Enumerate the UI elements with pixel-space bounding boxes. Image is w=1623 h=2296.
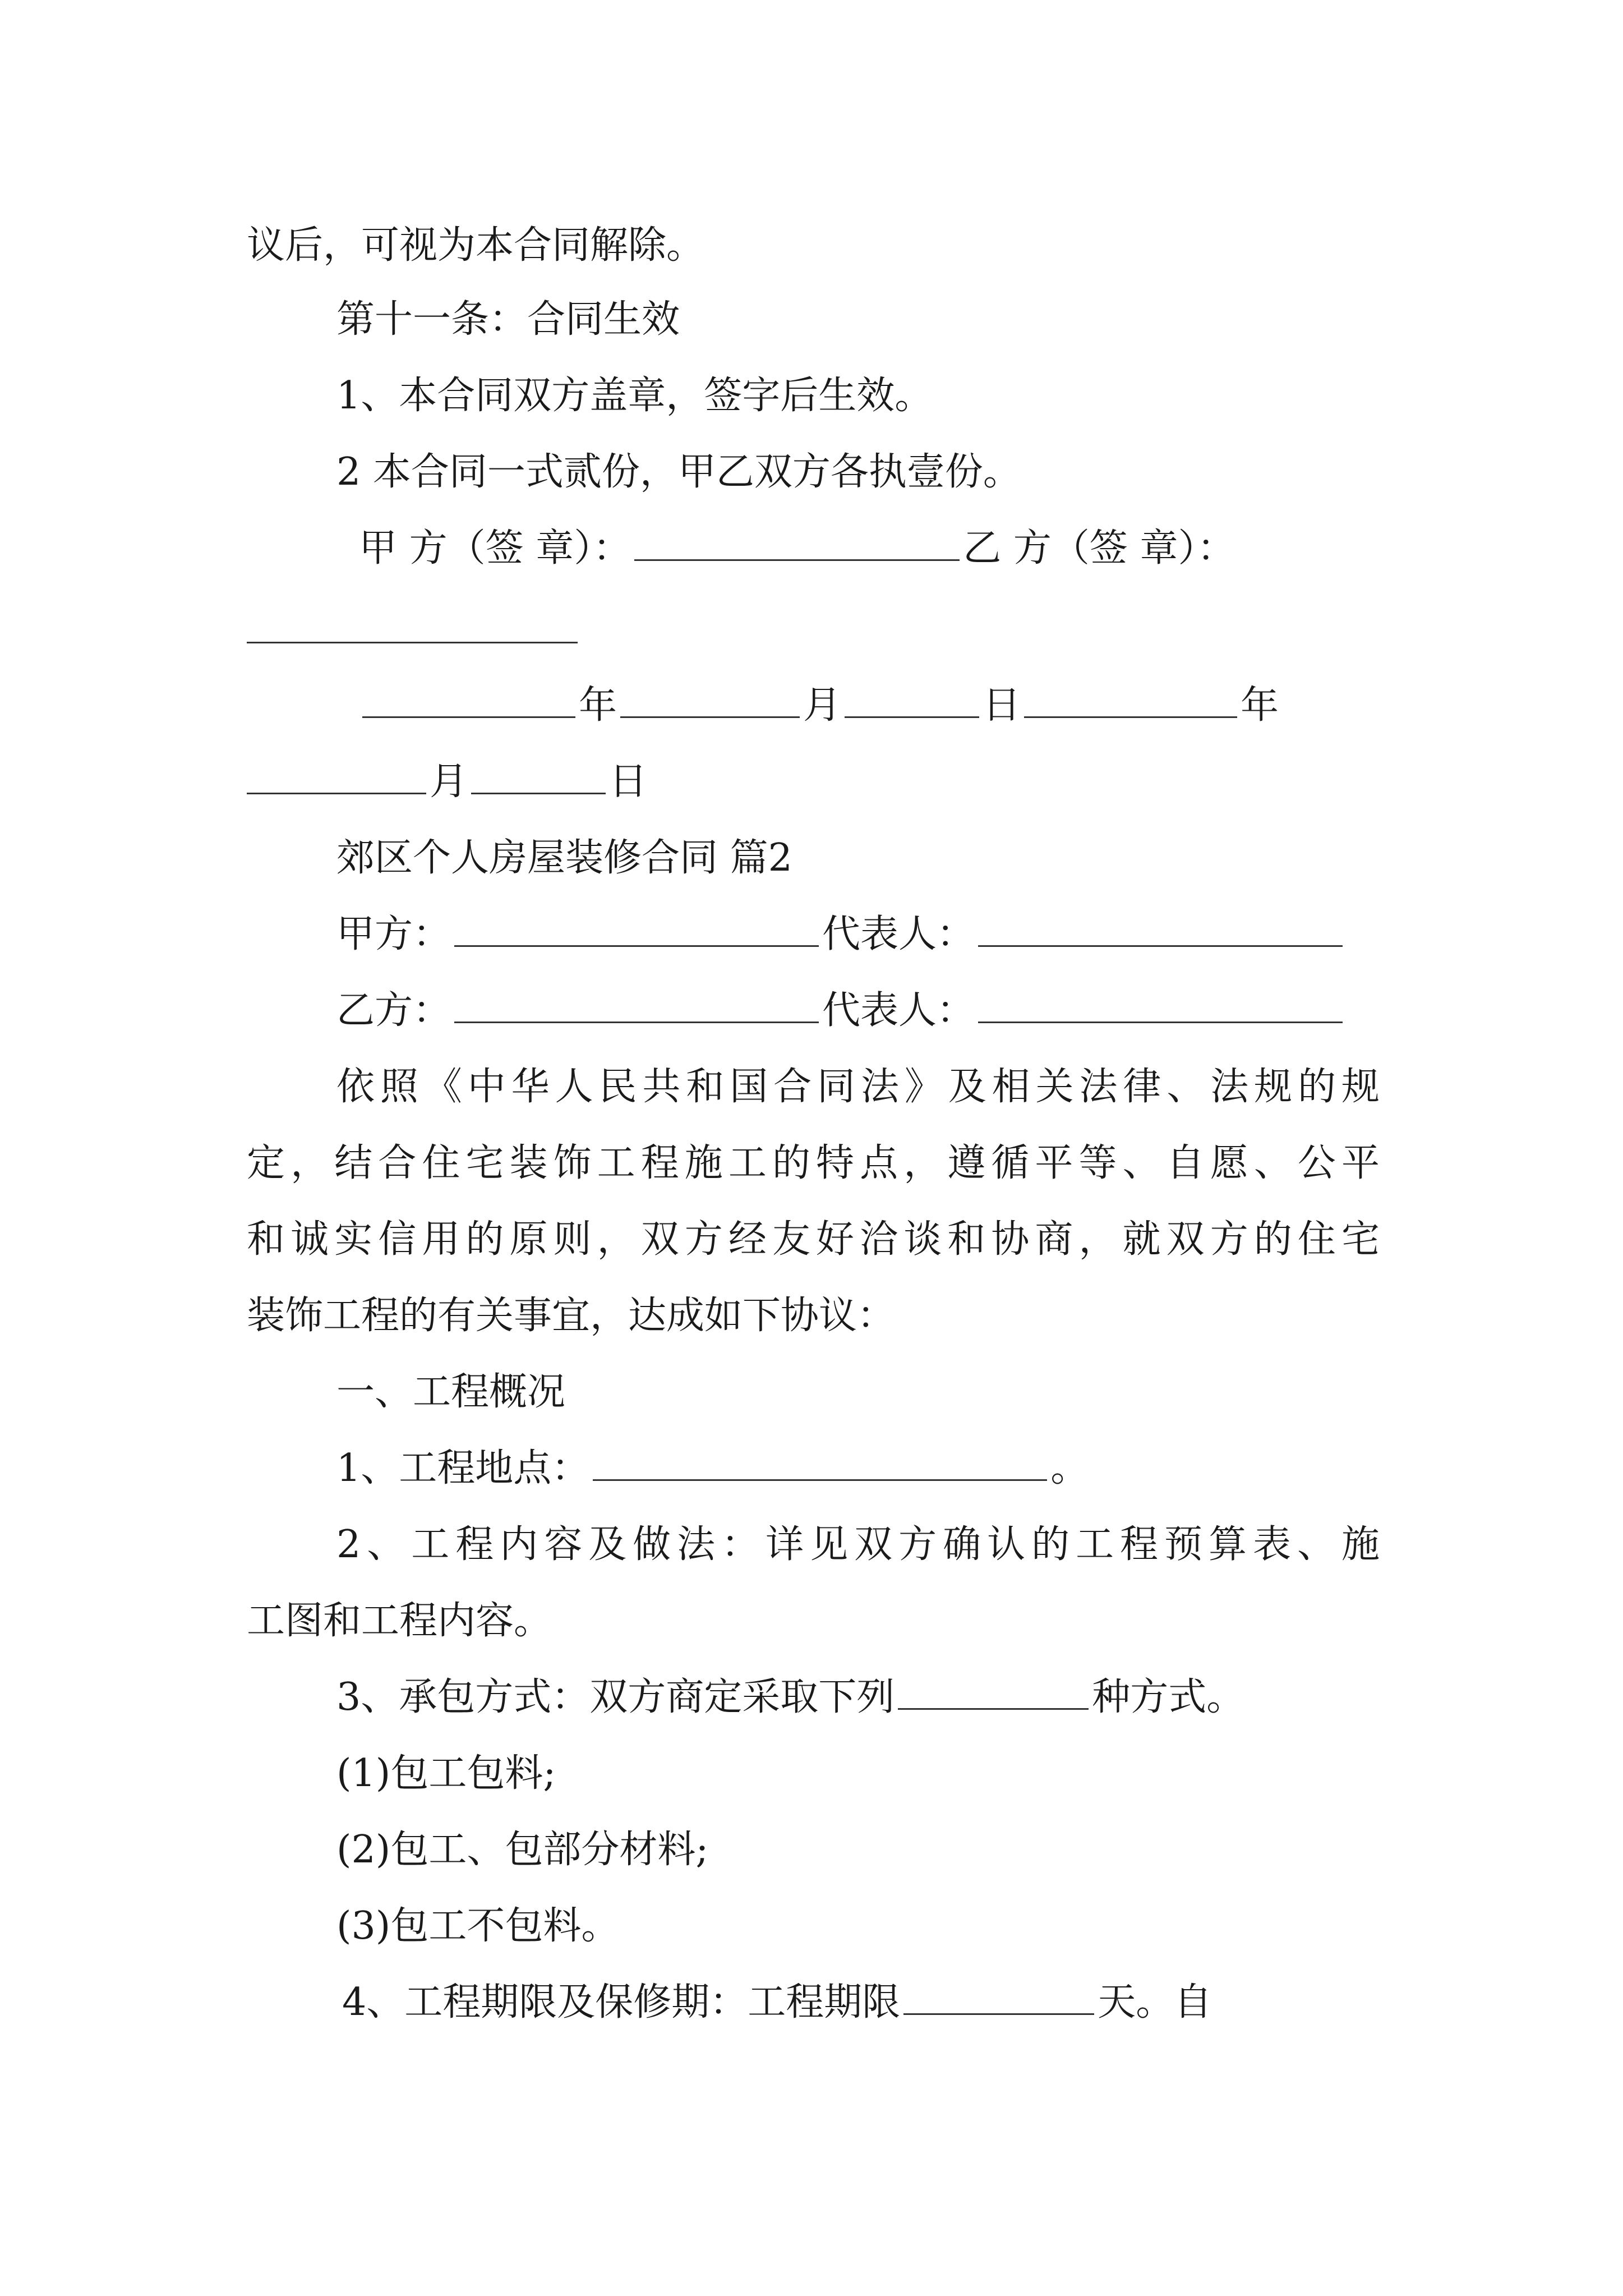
text-line: 议后，可视为本合同解除。 [247,223,705,268]
text-line: 2 本合同一式贰份，甲乙双方各执壹份。 [336,450,1021,494]
contract-method-blank[interactable] [898,1674,1089,1710]
date-line [359,678,1380,734]
party-a-signature-label: 甲 方（签 章）： [359,526,631,570]
section-heading: 一、工程概况 [336,1370,566,1414]
year-blank[interactable] [1024,683,1237,718]
paragraph-line: 依照《中华人民共和国合同法》及相关法律、法规的规 [336,1065,1380,1109]
month-label: 月 [430,760,468,804]
party-b-blank[interactable] [454,988,819,1023]
signature-line [359,521,1380,577]
option-line: (1)包工包料; [336,1751,556,1796]
project-location-blank[interactable] [593,1446,1047,1481]
item-line [342,1975,1380,2031]
representative-label: 代表人： [822,988,975,1033]
article-heading: 第十一条：合同生效 [336,297,680,342]
month-blank[interactable] [620,683,800,718]
month-label: 月 [803,683,842,728]
item-label: 种方式。 [1092,1675,1245,1719]
party-a-line [336,907,1380,963]
month-blank[interactable] [247,759,426,794]
option-line: (3)包工不包料。 [336,1904,620,1948]
day-blank[interactable] [471,759,606,794]
representative-label: 代表人： [822,912,975,956]
item-label: 4、工程期限及保修期：工程期限 [342,1980,901,2024]
item-label: 1、工程地点： [336,1446,590,1490]
day-label: 日 [983,683,1021,728]
option-line: (2)包工、包部分材料; [336,1828,709,1872]
party-a-blank[interactable] [454,912,819,947]
year-label: 年 [1241,683,1279,728]
representative-blank[interactable] [978,988,1343,1023]
day-blank[interactable] [845,683,979,718]
item-line: 2、工程内容及做法：详见双方确认的工程预算表、施 [336,1522,1380,1567]
paragraph-line: 和诚实信用的原则，双方经友好洽谈和协商，就双方的住宅 [247,1217,1380,1262]
item-line [336,1669,1380,1726]
signature-blank-rule[interactable] [247,642,578,643]
day-label: 日 [609,760,648,804]
year-label: 年 [579,683,617,728]
party-b-label: 乙方： [336,988,451,1033]
project-period-blank[interactable] [903,1980,1094,2015]
item-line: 工图和工程内容。 [247,1599,552,1643]
representative-blank[interactable] [978,912,1343,947]
text-line: 1、本合同双方盖章，签字后生效。 [336,374,933,418]
year-blank[interactable] [362,683,575,718]
party-b-line [336,983,1380,1039]
item-line [336,1441,1380,1497]
party-b-signature-label: 乙 方（签 章）： [963,526,1235,570]
contract-heading: 郊区个人房屋装修合同 篇2 [336,836,792,880]
item-label: 3、承包方式：双方商定采取下列 [336,1675,895,1719]
party-a-signature-blank[interactable] [634,526,960,561]
item-label: 天。自 [1098,1980,1212,2024]
period-mark: 。 [1050,1446,1089,1490]
party-a-label: 甲方： [336,912,451,956]
date-line [247,754,1380,810]
paragraph-line: 装饰工程的有关事宜，达成如下协议： [247,1294,896,1338]
paragraph-line: 定，结合住宅装饰工程施工的特点，遵循平等、自愿、公平 [247,1141,1380,1185]
